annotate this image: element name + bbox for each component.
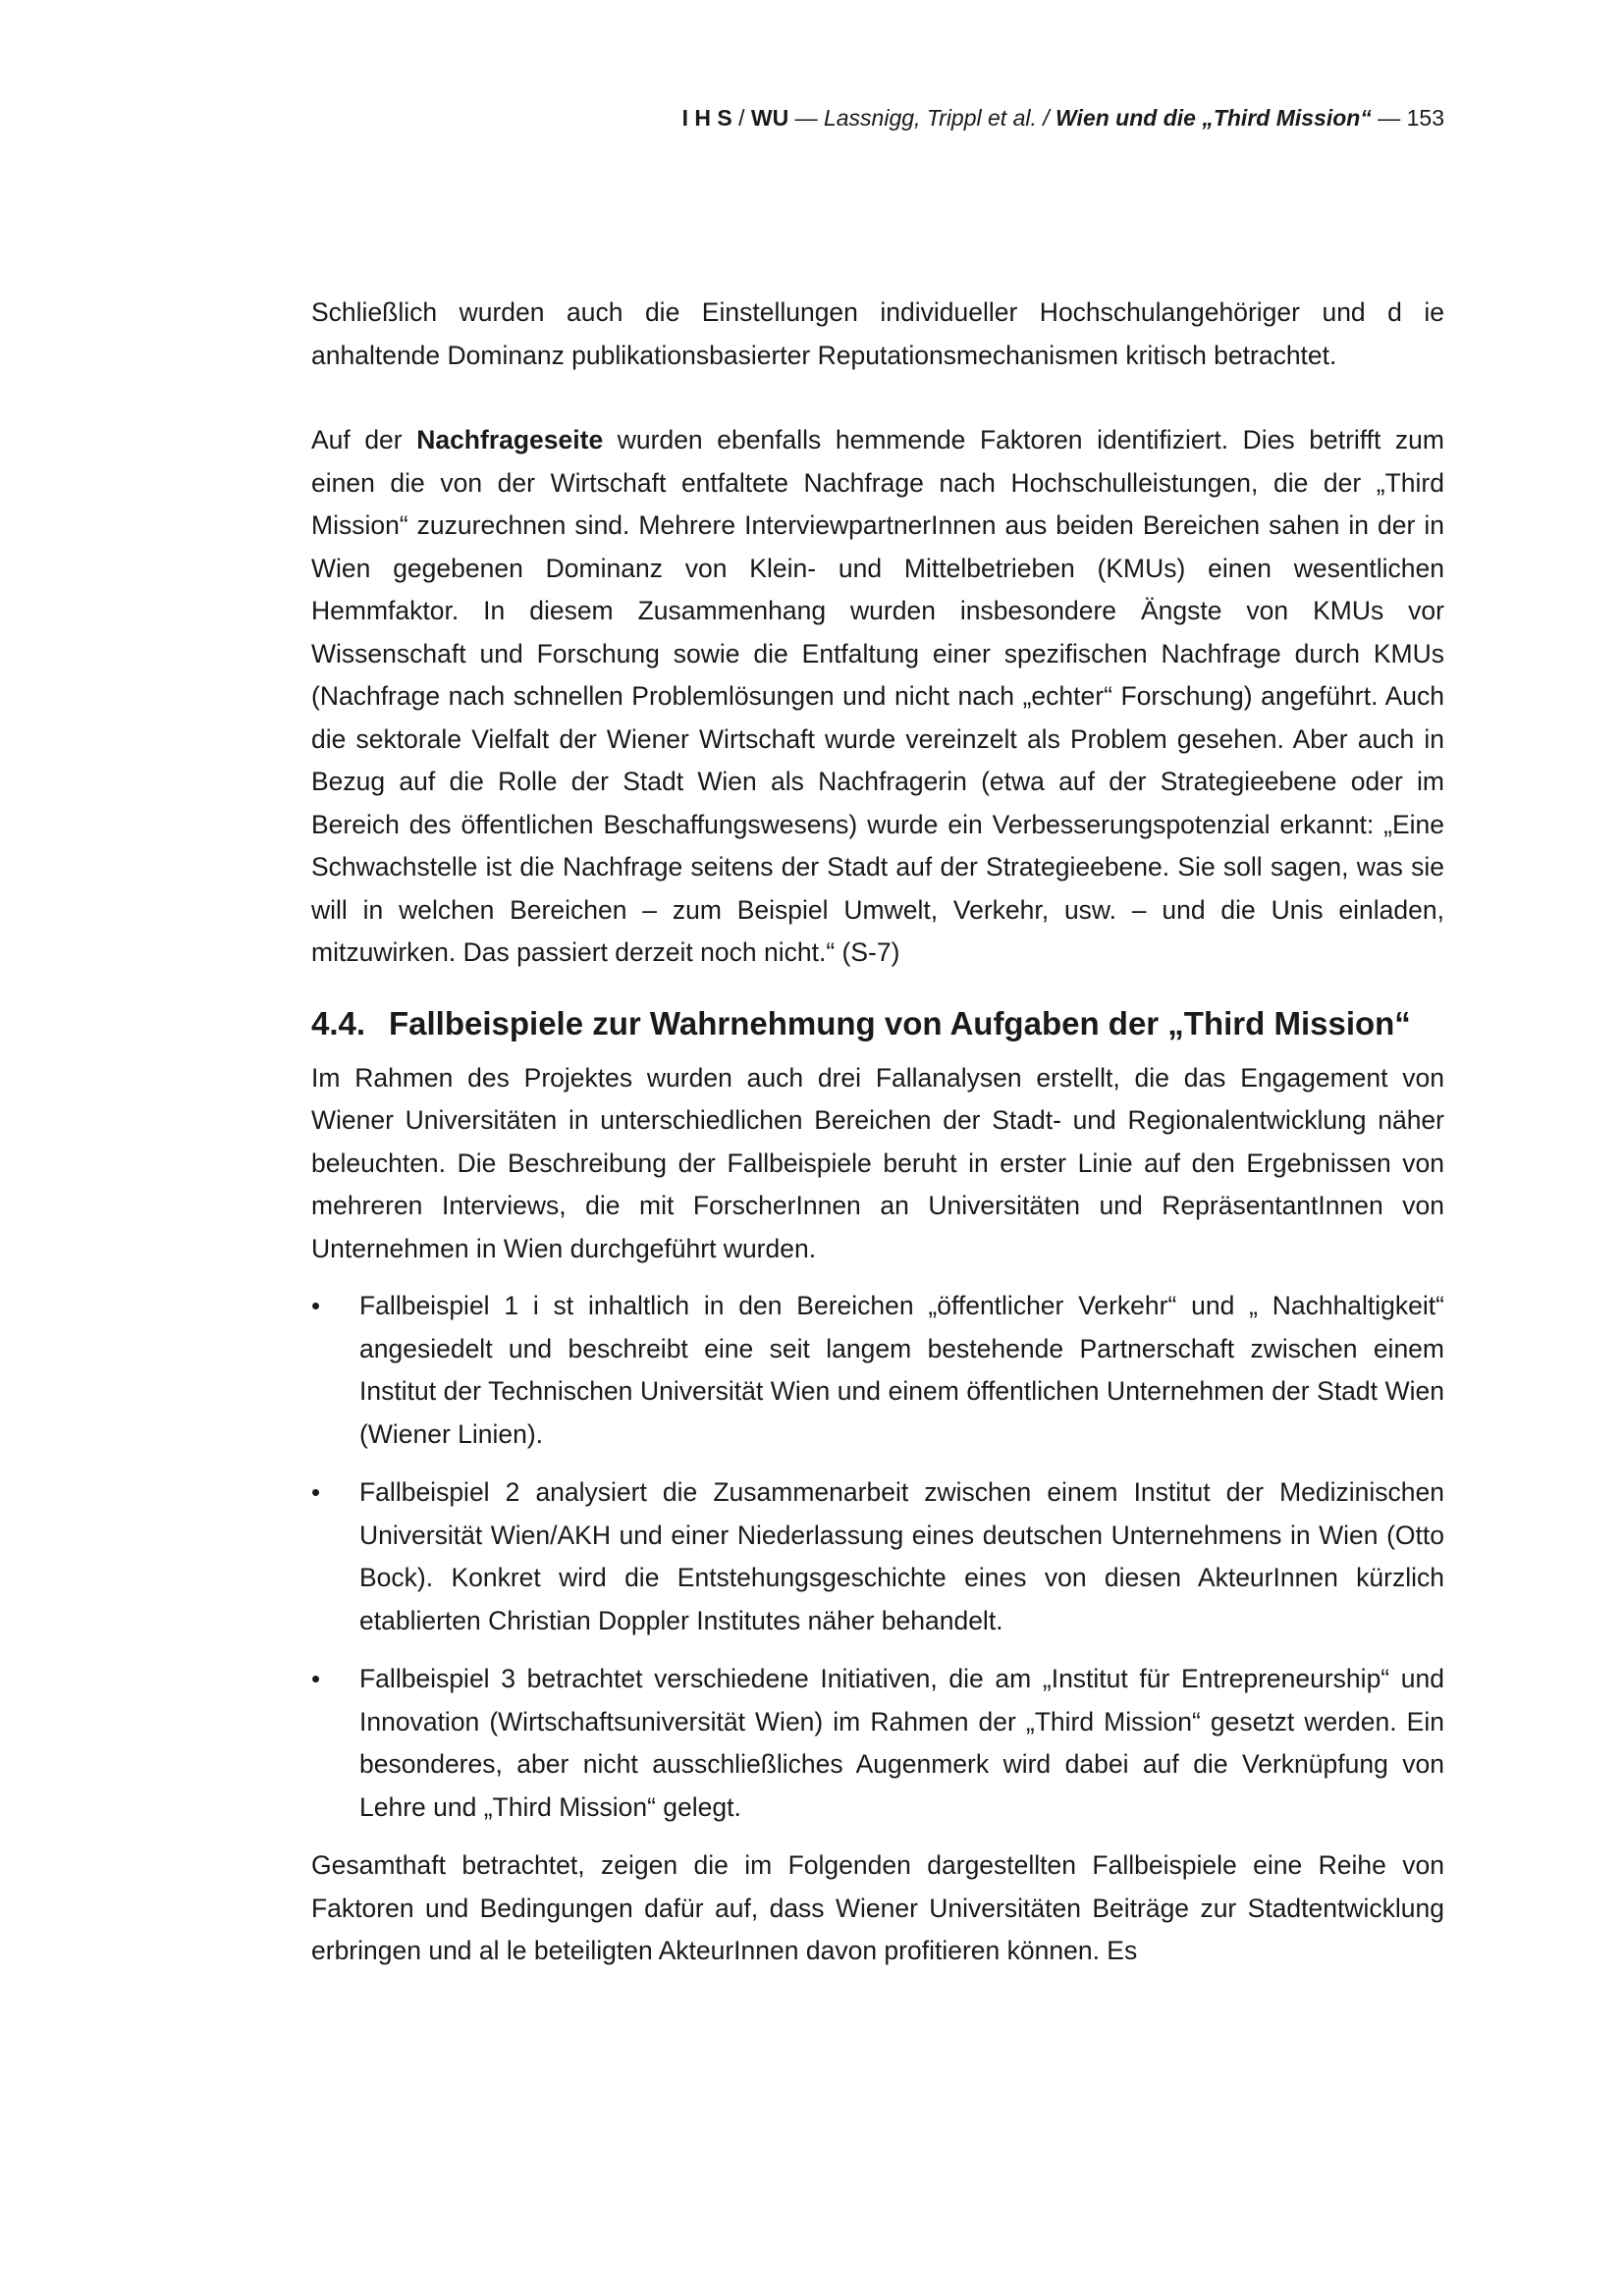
bullet-icon: • — [311, 1664, 321, 1693]
header-authors: Lassnigg, Trippl et al. / — [823, 105, 1056, 131]
section-intro: Im Rahmen des Projektes wurden auch drei Fallanalysen erstellt, die das Engagement von Wiener Universitäten in unterschiedlichen Bereichen der Stadt- und Regionalentwicklung näher beleuchten. Die Beschreibung der Fallbeispiele beruht in erster Linie auf den Ergebnissen von mehreren Interviews, die mit ForscherInnen an Universitäten und RepräsentantInnen von Unternehmen in Wien durchgeführt wurden. — [311, 1062, 1444, 1263]
header-dash-2: — — [1371, 105, 1407, 131]
paragraph-2-bold-term: Nachfrageseite — [416, 425, 604, 454]
header-title: Wien und die „Third Mission“ — [1056, 105, 1372, 131]
paragraph-1: Schließlich wurden auch die Einstellungen individueller Hochschulangehöriger und d ie anhaltende Dominanz publikationsbasierter Reputationsmechanismen kritisch betrachtet. — [311, 297, 1444, 370]
list-item — [311, 1471, 1444, 1642]
header-separator: / — [731, 105, 751, 131]
page-body — [311, 292, 1444, 1973]
case-3-text: Fallbeispiel 3 betrachtet verschiedene Initiativen, die am „Institut für Entrepreneurship“ und Innovation (Wirtschaftsuniversität Wien) im Rahmen der „Third Mission“ gesetzt werden. Ein besonderes, aber nicht ausschließliches Augenmerk wird dabei auf die Verknüpfung von Lehre und „Third Mission“ gelegt. — [359, 1664, 1444, 1822]
paragraph-2 — [311, 419, 1444, 975]
section-number: 4.4. — [311, 1004, 366, 1041]
section-title: Fallbeispiele zur Wahrnehmung von Aufgaben der „Third Mission“ — [389, 1004, 1411, 1041]
header-partner: WU — [750, 105, 789, 131]
page-number: 153 — [1406, 105, 1444, 131]
case-2-text: Fallbeispiel 2 analysiert die Zusammenarbeit zwischen einem Institut der Medizinischen Universität Wien/AKH und einer Niederlassung eines deutschen Unternehmens in Wien (Otto Bock). Konkret wird die Entstehungsgeschichte eines von diesen AkteurInnen kürzlich etablierten Christian Doppler Institutes näher behandelt. — [359, 1477, 1444, 1635]
paragraph-2-intro: Auf der — [311, 425, 417, 454]
bullet-icon: • — [311, 1291, 321, 1320]
header-dash: — — [788, 105, 824, 131]
paragraph-2-text: wurden ebenfalls hemmende Faktoren identifiziert. Dies betrifft zum einen die von der Wirtschaft entfaltete Nachfrage nach Hochschulleistungen, die der „Third Mission“ zuzurechnen sind. Mehrere InterviewpartnerInnen aus beiden Bereichen sahen in der in Wien gegebenen Dominanz von Klein- und Mittelbetrieben (KMUs) einen wesentlichen Hemmfaktor. In diesem Zusammenhang wurden insbesondere Ängste von KMUs vor Wissenschaft und Forschung sowie die Entfaltung einer spezifischen Nachfrage durch KMUs (Nachfrage nach schnellen Problemlösungen und nicht nach „echter“ Forschung) angeführt. Auch die sektorale Vielfalt der Wiener Wirtschaft wurde vereinzelt als Problem gesehen. Aber auch in Bezug auf die Rolle der Stadt Wien als Nachfragerin (etwa auf der Strategieebene oder im Bereich des öffentlichen Beschaffungswesens) wurde ein Verbesserungspotenzial erkannt: „Eine Schwachstelle ist die Nachfrage seitens der Stadt auf der Strategieebene. Sie soll sagen, was sie will in welchen Bereichen – zum Beispiel Umwelt, Verkehr, usw. – und die Unis einladen, mitzuwirken. Das passiert derzeit noch nicht.“ (S-7) — [311, 425, 1444, 967]
list-item — [311, 1658, 1444, 1829]
bullet-icon: • — [311, 1477, 321, 1507]
closing-paragraph: Gesamthaft betrachtet, zeigen die im Folgenden dargestellten Fallbeispiele eine Reihe von Faktoren und Bedingungen dafür auf, dass Wiener Universitäten Beiträge zur Stadtentwicklung erbringen und al le beteiligten AkteurInnen davon profitieren können. Es — [311, 1850, 1444, 1965]
section-heading — [311, 1002, 1444, 1045]
running-header — [682, 102, 1444, 133]
case-list — [311, 1285, 1444, 1829]
case-1-text: Fallbeispiel 1 i st inhaltlich in den Bereichen „öffentlicher Verkehr“ und „ Nachhaltigkeit“ angesiedelt und beschreibt eine seit langem bestehende Partnerschaft zwischen einem Institut der Technischen Universität Wien und einem öffentlichen Unternehmen der Stadt Wien (Wiener Linien). — [359, 1291, 1444, 1449]
header-institution: I H S — [681, 105, 732, 131]
list-item — [311, 1285, 1444, 1456]
